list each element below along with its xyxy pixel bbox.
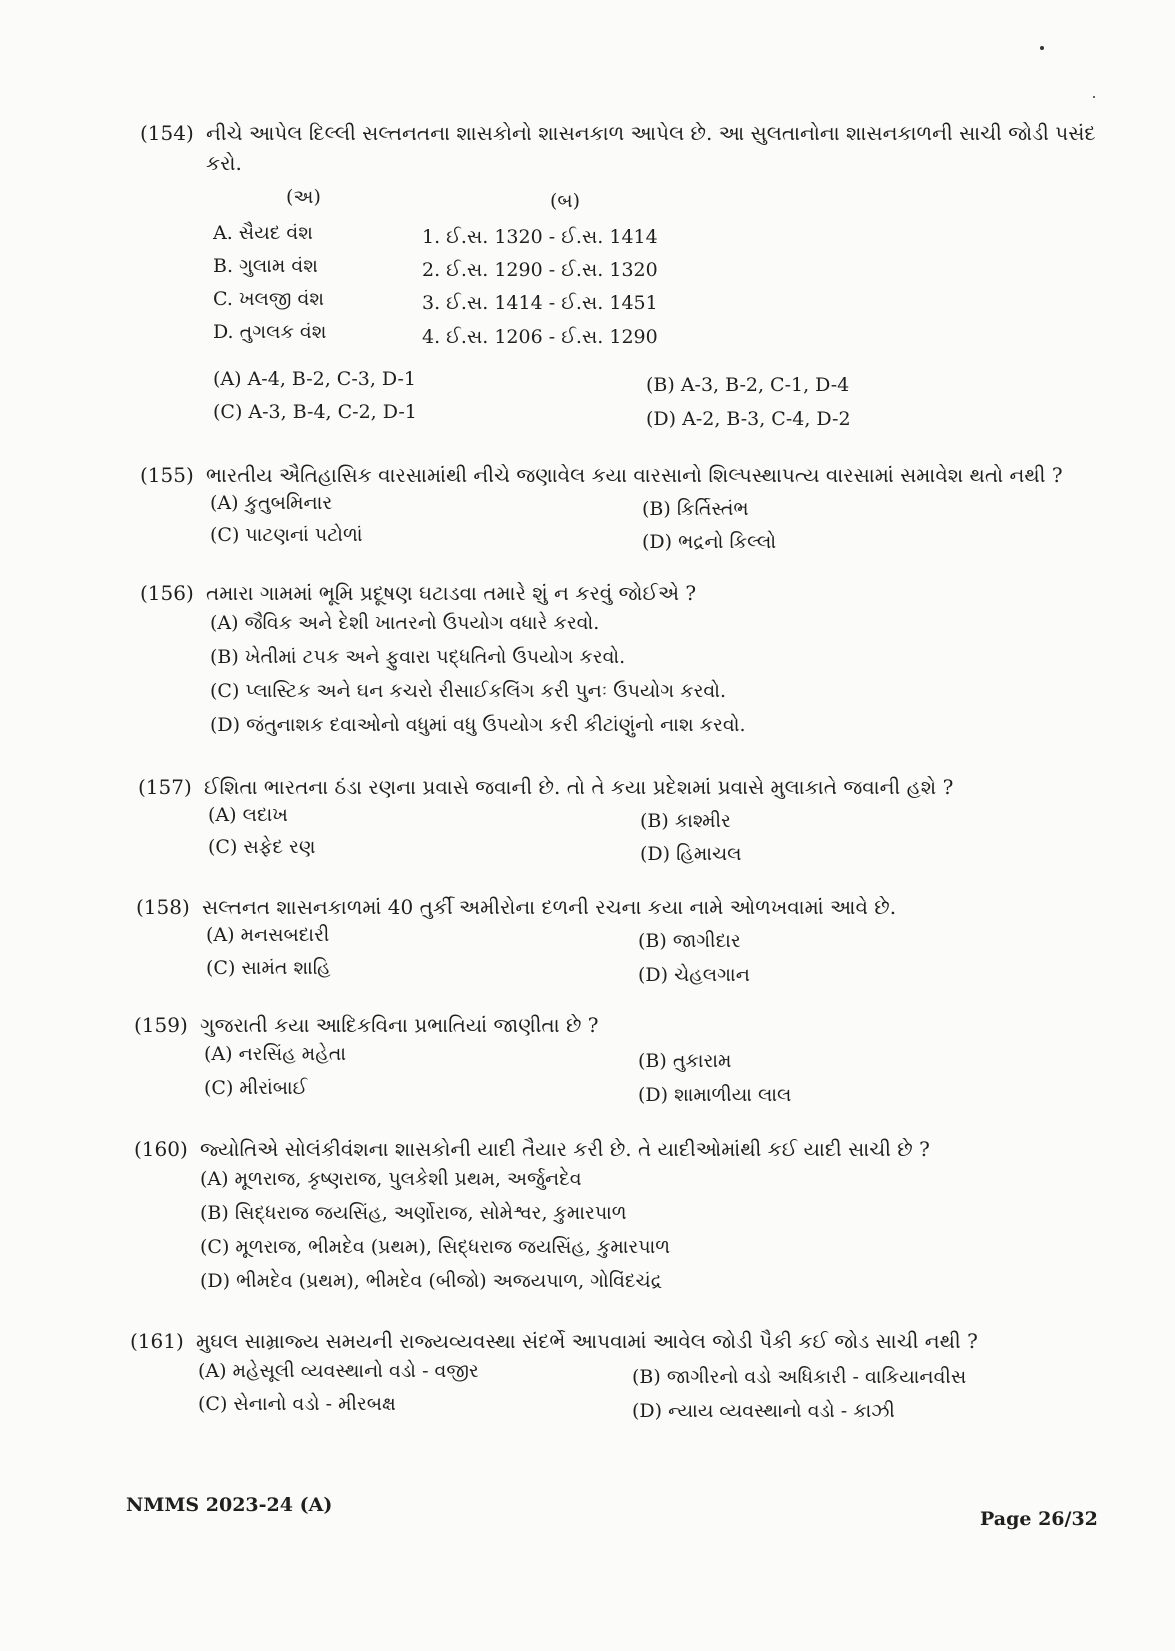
match-right-item: 4. ઈ.સ. 1206 - ઈ.સ. 1290 bbox=[422, 326, 658, 348]
question-text: ઈશિતા ભારતના ઠંડા રણના પ્રવાસે જવાની છે. તો તે કયા પ્રદેશમાં પ્રવાસે મુલાકાતે જવાની હશે ? bbox=[204, 775, 954, 799]
option-b[interactable]: (B) જાગીરનો વડો અધિકારી - વાકિયાનવીસ bbox=[632, 1366, 967, 1388]
option-c[interactable]: (C) મીરાંબાઈ bbox=[204, 1077, 308, 1099]
option-d[interactable]: (D) ન્યાય વ્યવસ્થાનો વડો - કાઝી bbox=[632, 1400, 895, 1422]
option-b[interactable]: (B) A-3, B-2, C-1, D-4 bbox=[646, 374, 850, 396]
match-left-item: A. સૈયદ વંશ bbox=[213, 222, 313, 244]
option-a[interactable]: (A) નરસિંહ મહેતા bbox=[204, 1043, 346, 1065]
option-c[interactable]: (C) પ્લાસ્ટિક અને ઘન કચરો રીસાઈકલિંગ કરી પુનઃ ઉપયોગ કરવો. bbox=[210, 680, 727, 702]
option-c[interactable]: (C) સેનાનો વડો - મીરબક્ષ bbox=[198, 1393, 396, 1415]
match-right-item: 3. ઈ.સ. 1414 - ઈ.સ. 1451 bbox=[422, 292, 658, 314]
option-a[interactable]: (A) કુતુબમિનાર bbox=[210, 492, 333, 514]
question-text: નીચે આપેલ દિલ્લી સલ્તનતના શાસકોનો શાસનકાળ આપેલ છે. આ સુલતાનોના શાસનકાળની સાચી જોડી પસંદ કરો. bbox=[206, 121, 1096, 175]
page-number: Page 26/32 bbox=[980, 1508, 1098, 1530]
exam-code-footer: NMMS 2023-24 (A) bbox=[126, 1494, 333, 1516]
question-number: (158) bbox=[136, 895, 190, 919]
option-c[interactable]: (C) મૂળરાજ, ભીમદેવ (પ્રથમ), સિદ્ધરાજ જયસિંહ, કુમારપાળ bbox=[200, 1236, 671, 1258]
question-156 bbox=[140, 578, 1100, 608]
scan-speck bbox=[1093, 96, 1095, 98]
option-b[interactable]: (B) સિદ્ધરાજ જયસિંહ, અર્ણોરાજ, સોમેશ્વર, કુમારપાળ bbox=[200, 1202, 627, 1224]
option-d[interactable]: (D) જંતુનાશક દવાઓનો વધુમાં વધુ ઉપયોગ કરી કીટાંણુંનો નાશ કરવો. bbox=[210, 714, 746, 736]
match-right-item: 2. ઈ.સ. 1290 - ઈ.સ. 1320 bbox=[422, 259, 658, 281]
option-c[interactable]: (C) સફેદ રણ bbox=[208, 836, 316, 858]
question-number: (159) bbox=[134, 1013, 188, 1037]
option-b[interactable]: (B) કાશ્મીર bbox=[640, 810, 731, 832]
option-d[interactable]: (D) શામાળીયા લાલ bbox=[638, 1084, 792, 1106]
option-a[interactable]: (A) A-4, B-2, C-3, D-1 bbox=[213, 368, 417, 390]
question-text: ગુજરાતી કયા આદિકવિના પ્રભાતિયાં જાણીતા છે ? bbox=[200, 1013, 599, 1037]
option-d[interactable]: (D) ભદ્રનો કિલ્લો bbox=[642, 531, 777, 553]
question-159 bbox=[134, 1010, 1094, 1040]
option-c[interactable]: (C) A-3, B-4, C-2, D-1 bbox=[213, 401, 417, 423]
match-left-item: C. ખલજી વંશ bbox=[213, 288, 324, 310]
question-number: (154) bbox=[140, 121, 194, 145]
option-d[interactable]: (D) ભીમદેવ (પ્રથમ), ભીમદેવ (બીજો) અજયપાળ, ગોવિંદચંદ્ર bbox=[200, 1270, 662, 1292]
question-number: (155) bbox=[140, 463, 194, 487]
option-a[interactable]: (A) જૈવિક અને દેશી ખાતરનો ઉપયોગ વધારે કરવો. bbox=[210, 612, 600, 634]
question-154 bbox=[140, 118, 1100, 178]
match-right-item: 1. ઈ.સ. 1320 - ઈ.સ. 1414 bbox=[422, 226, 658, 248]
question-160 bbox=[134, 1134, 1094, 1164]
option-b[interactable]: (B) જાગીદાર bbox=[638, 930, 741, 952]
option-a[interactable]: (A) મહેસૂલી વ્યવસ્થાનો વડો - વજીર bbox=[198, 1360, 479, 1382]
option-b[interactable]: (B) કિર્તિસ્તંભ bbox=[642, 498, 749, 520]
question-number: (161) bbox=[130, 1329, 184, 1353]
question-157 bbox=[138, 772, 1098, 802]
option-d[interactable]: (D) હિમાચલ bbox=[640, 843, 742, 865]
option-a[interactable]: (A) લદાખ bbox=[208, 804, 288, 826]
question-text: ભારતીય ઐતિહાસિક વારસામાંથી નીચે જણાવેલ કયા વારસાનો શિલ્પસ્થાપત્ય વારસામાં સમાવેશ થતો નથી ? bbox=[206, 463, 1063, 487]
column-b-header: (બ) bbox=[550, 190, 581, 212]
option-c[interactable]: (C) પાટણનાં પટોળાં bbox=[210, 524, 363, 546]
question-number: (157) bbox=[138, 775, 192, 799]
match-left-item: D. તુગલક વંશ bbox=[213, 321, 327, 343]
option-b[interactable]: (B) તુકારામ bbox=[638, 1050, 732, 1072]
question-text: તમારા ગામમાં ભૂમિ પ્રદૂષણ ઘટાડવા તમારે શું ન કરવું જોઈએ ? bbox=[206, 581, 697, 605]
column-a-header: (અ) bbox=[286, 186, 321, 208]
question-number: (160) bbox=[134, 1137, 188, 1161]
option-a[interactable]: (A) મૂળરાજ, કૃષ્ણરાજ, પુલકેશી પ્રથમ, અર્જુનદેવ bbox=[200, 1168, 582, 1190]
question-161 bbox=[130, 1326, 1090, 1356]
scan-speck bbox=[1040, 46, 1044, 50]
question-text: સલ્તનત શાસનકાળમાં 40 તુર્કી અમીરોના દળની રચના કયા નામે ઓળખવામાં આવે છે. bbox=[202, 895, 897, 919]
question-text: મુઘલ સામ્રાજ્ય સમયની રાજ્યવ્યવસ્થા સંદર્ભે આપવામાં આવેલ જોડી પૈકી કઈ જોડ સાચી નથી ? bbox=[196, 1329, 978, 1353]
question-155 bbox=[140, 460, 1100, 490]
option-d[interactable]: (D) ચેહલગાન bbox=[638, 964, 750, 986]
option-a[interactable]: (A) મનસબદારી bbox=[206, 924, 330, 946]
question-text: જ્યોતિએ સોલંકીવંશના શાસકોની યાદી તૈયાર કરી છે. તે યાદીઓમાંથી કઈ યાદી સાચી છે ? bbox=[200, 1137, 930, 1161]
match-left-item: B. ગુલામ વંશ bbox=[213, 255, 318, 277]
question-158 bbox=[136, 892, 1096, 922]
option-c[interactable]: (C) સામંત શાહિ bbox=[206, 957, 331, 979]
option-b[interactable]: (B) ખેતીમાં ટપક અને ફુવારા પદ્ધતિનો ઉપયોગ કરવો. bbox=[210, 646, 626, 668]
question-number: (156) bbox=[140, 581, 194, 605]
option-d[interactable]: (D) A-2, B-3, C-4, D-2 bbox=[646, 408, 851, 430]
